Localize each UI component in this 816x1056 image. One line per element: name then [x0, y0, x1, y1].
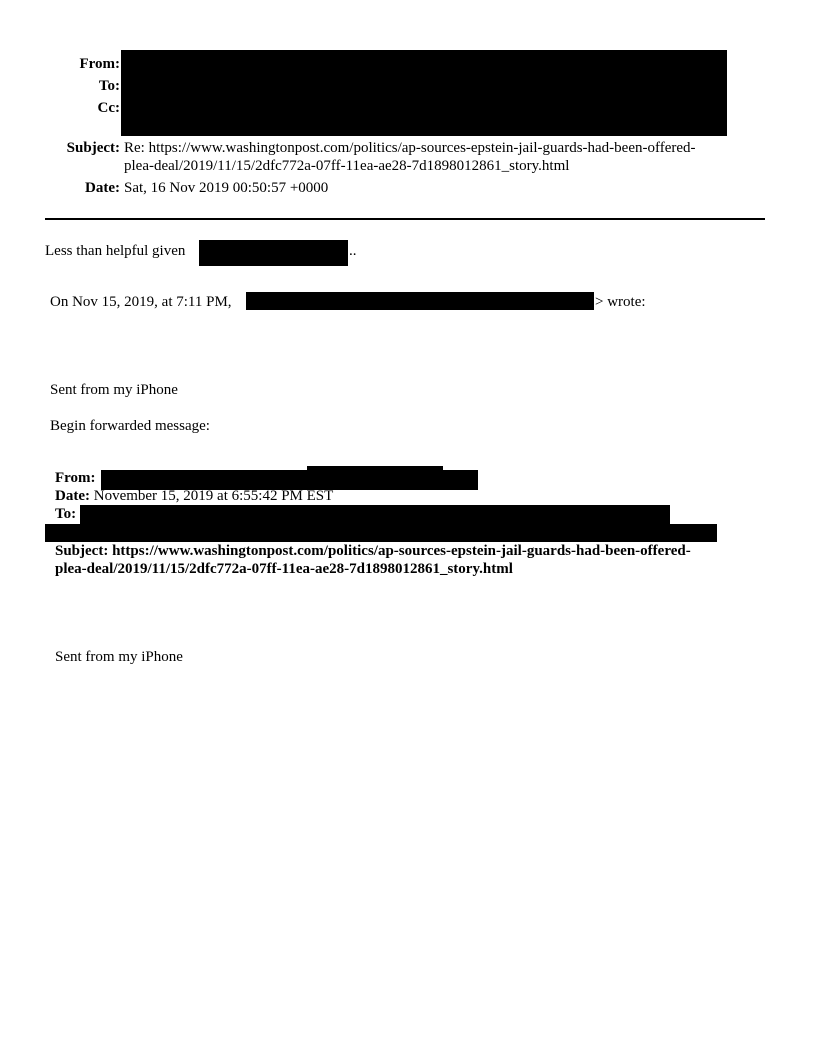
quote-intro-prefix: On Nov 15, 2019, at 7:11 PM,	[50, 294, 232, 310]
fwd-to-redaction-2	[45, 524, 717, 542]
subject-label: Subject:	[66, 140, 120, 156]
header-divider	[45, 218, 765, 220]
sent-from-iphone-1: Sent from my iPhone	[50, 382, 178, 398]
from-label: From:	[79, 56, 120, 72]
fwd-subject-line-2: plea-deal/2019/11/15/2dfc772a-07ff-11ea-ae28-7d1898012861_story.html	[55, 561, 513, 577]
fwd-to-label: To:	[55, 506, 77, 522]
quote-sender-redaction	[246, 292, 594, 310]
fwd-subject-line-1: https://www.washingtonpost.com/politics/ap-sources-epstein-jail-guards-had-been-offered-	[112, 543, 691, 559]
fwd-date-label: Date:	[55, 488, 90, 504]
subject-value	[124, 139, 784, 175]
header-recipients-redaction	[121, 50, 727, 136]
reply-text-suffix: ..	[349, 243, 357, 259]
fwd-to-redaction-1	[80, 505, 670, 525]
quote-intro-suffix: > wrote:	[595, 294, 646, 310]
date-label: Date:	[85, 180, 120, 196]
cc-label: Cc:	[97, 100, 120, 116]
fwd-from-redaction-top	[307, 466, 443, 472]
fwd-subject-label: Subject:	[55, 543, 109, 559]
fwd-date-value: November 15, 2019 at 6:55:42 PM EST	[93, 488, 334, 504]
begin-forwarded-message: Begin forwarded message:	[50, 418, 210, 434]
subject-line-2: plea-deal/2019/11/15/2dfc772a-07ff-11ea-ae28-7d1898012861_story.html	[124, 158, 570, 174]
reply-text-redaction	[199, 240, 348, 266]
reply-text-prefix: Less than helpful given	[45, 243, 186, 259]
fwd-date-line	[55, 487, 333, 505]
fwd-from-label: From:	[55, 470, 96, 486]
date-value: Sat, 16 Nov 2019 00:50:57 +0000	[124, 180, 329, 196]
sent-from-iphone-2: Sent from my iPhone	[55, 649, 183, 665]
fwd-subject	[55, 542, 755, 578]
subject-line-1: Re: https://www.washingtonpost.com/politics/ap-sources-epstein-jail-guards-had-been-offered-	[124, 140, 696, 156]
to-label: To:	[98, 78, 120, 94]
